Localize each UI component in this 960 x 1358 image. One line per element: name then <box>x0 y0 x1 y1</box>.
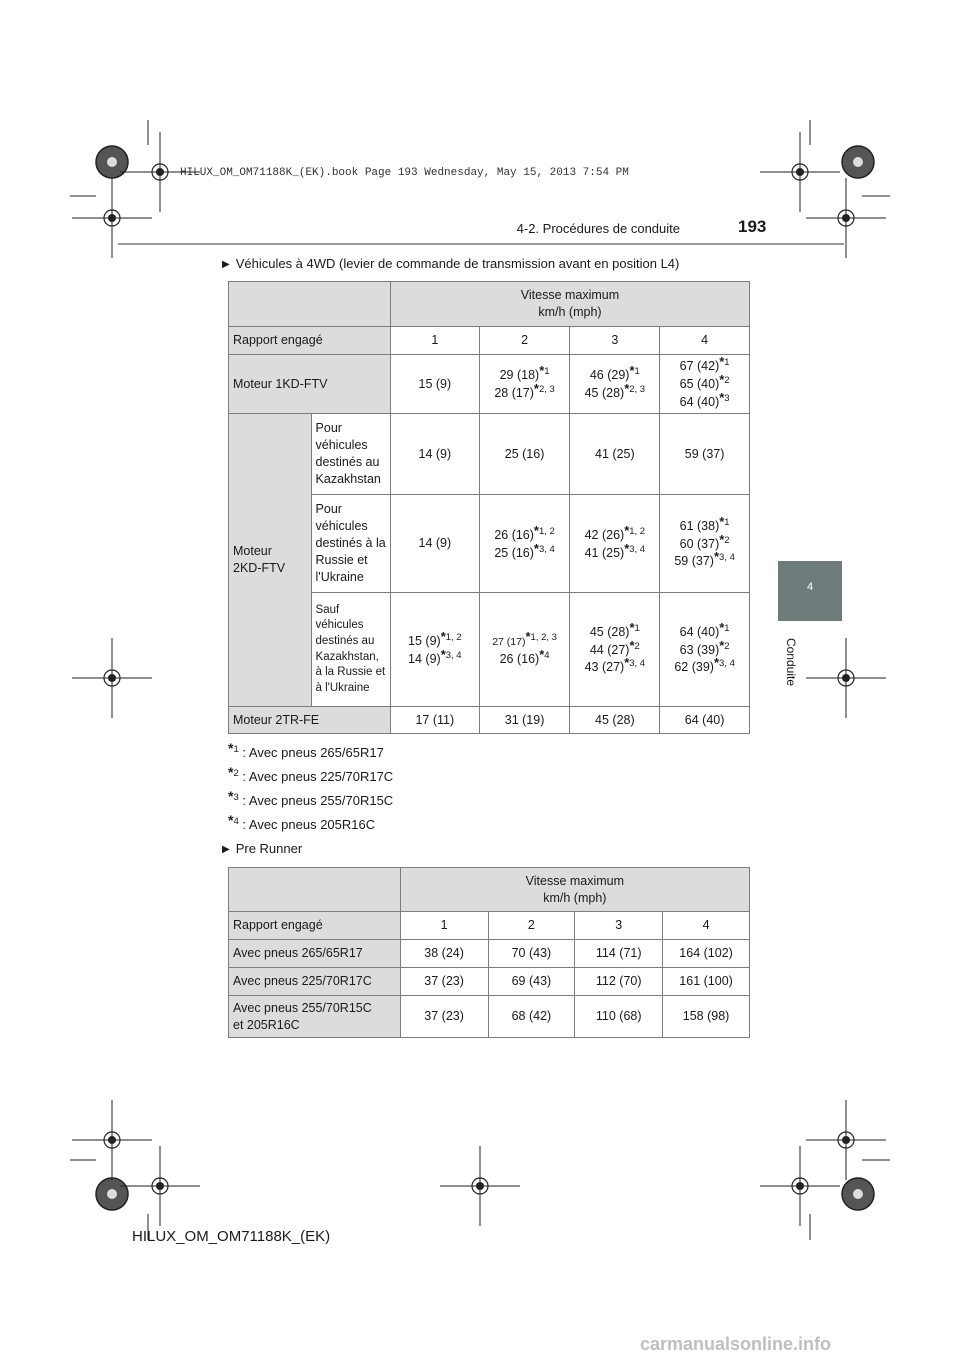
table-row: Sauf véhicules destinés au Kazakhstan, à la Russie et à l'Ukraine 15 (9)*$^{1, 2}$ 14 (9)*$^{3, 4}$ 27 (17)*$^{1, 2, 3}$ 26 (16)*$^4$ 45 (28)*$^1$ 44 (27)*$^2$ 43 (27)*$^{3, 4}$ 64 (40)*$^1$ 63 (39)*$^2$ 62 (39)*$^{3, 4}$ <box>229 593 750 707</box>
table-row: Avec pneus 225/70R17C 37 (23) 69 (43) 112 (70) 161 (100) <box>229 968 750 996</box>
speed-table-pre-runner <box>228 867 750 1038</box>
table-corner <box>229 282 391 327</box>
footnote-4: *$^4$ : Avec pneus 205R16C <box>228 812 376 832</box>
chapter-label: Conduite <box>784 637 798 687</box>
table-row: Moteur 1KD-FTV 15 (9) 29 (18)*$^1$ 28 (17)*$^{2, 3}$ 46 (29)*$^1$ 45 (28)*$^{2, 3}$ 67 (42)*$^1$ 65 (40)*$^2$ 64 (40)*$^3$ <box>229 355 750 414</box>
file-stamp: HILUX_OM_OM71188K_(EK).book Page 193 Wednesday, May 15, 2013 7:54 PM <box>180 167 629 179</box>
table-row: Pour véhicules destinés à la Russie et l'Ukraine 14 (9) 26 (16)*$^{1, 2}$ 25 (16)*$^{3, 4}$ 42 (26)*$^{1, 2}$ 41 (25)*$^{3, 4}$ 61 (38)*$^1$ 60 (37)*$^2$ 59 (37)*$^{3, 4}$ <box>229 495 750 593</box>
footnote-3: *$^3$ : Avec pneus 255/70R15C <box>228 788 394 808</box>
triangle-bullet-icon: ▶ <box>222 844 230 855</box>
column-header-max-speed: Vitesse maximum km/h (mph) <box>400 868 749 912</box>
crop-mark-bottom-left-icon <box>70 1100 200 1240</box>
table-row: Rapport engagé 1 2 3 4 <box>229 912 750 940</box>
page-number: 193 <box>738 217 767 236</box>
site-watermark: carmanualsonline.info <box>640 1334 832 1354</box>
engine-2kd-label: Moteur 2KD-FTV <box>229 414 312 707</box>
column-header-max-speed: Vitesse maximum km/h (mph) <box>390 282 749 327</box>
crop-mark-top-right-icon <box>760 120 890 258</box>
table-row: Avec pneus 255/70R15C et 205R16C 37 (23) 68 (42) 110 (68) 158 (98) <box>229 996 750 1038</box>
table-row: Moteur 2KD-FTV Pour véhicules destinés au Kazakhstan 14 (9) 25 (16) 41 (25) 59 (37) <box>229 414 750 495</box>
crop-mark-mid-right-icon <box>806 638 886 718</box>
crop-mark-bottom-center-icon <box>440 1146 520 1226</box>
footnote-2: *$^2$ : Avec pneus 225/70R17C <box>228 764 394 784</box>
document-code: HILUX_OM_OM71188K_(EK) <box>132 1228 331 1245</box>
speed-table-4wd <box>228 281 750 734</box>
crop-mark-bottom-right-icon <box>760 1100 890 1240</box>
section-heading-pre-runner: ▶ Pre Runner <box>222 841 303 856</box>
table-row: Avec pneus 265/65R17 38 (24) 70 (43) 114 (71) 164 (102) <box>229 940 750 968</box>
section-title: 4-2. Procédures de conduite <box>516 221 680 236</box>
table-row: Moteur 2TR-FE 17 (11) 31 (19) 45 (28) 64 (40) <box>229 707 750 734</box>
header-rule <box>118 243 844 245</box>
crop-mark-top-left-icon <box>70 120 200 258</box>
crop-mark-mid-left-icon <box>72 638 152 718</box>
table-row: Rapport engagé 1 2 3 4 <box>229 327 750 355</box>
triangle-bullet-icon: ▶ <box>222 259 230 270</box>
footnote-1: *$^1$ : Avec pneus 265/65R17 <box>228 740 384 760</box>
table-corner <box>229 868 401 912</box>
chapter-number: 4 <box>806 581 814 593</box>
section-heading-4wd: ▶ Véhicules à 4WD (levier de commande de transmission avant en position L4) <box>222 256 680 271</box>
